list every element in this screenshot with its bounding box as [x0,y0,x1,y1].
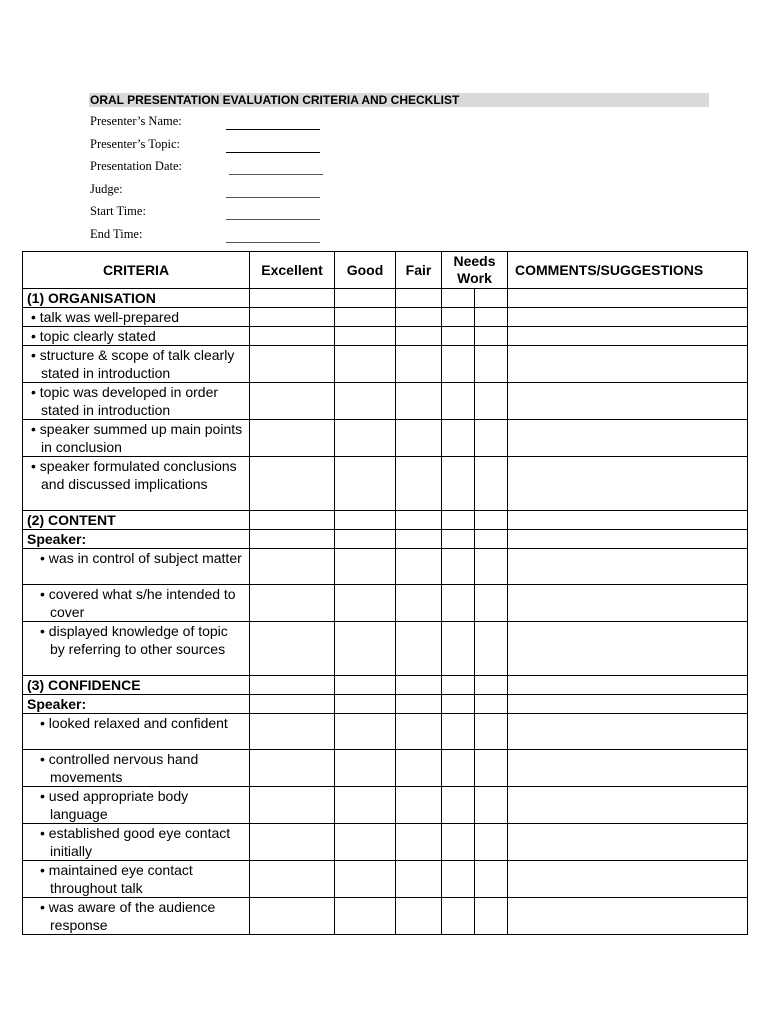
excellent-cell[interactable] [250,750,335,787]
needs-work-cell-b[interactable] [475,346,508,383]
judge-label: Judge: [90,181,123,196]
good-cell[interactable] [335,787,396,824]
table-row [23,585,748,622]
presenter-topic-blank[interactable] [226,152,320,153]
table-row [23,289,748,308]
excellent-cell[interactable] [250,289,335,308]
fair-cell[interactable] [396,695,442,714]
needs-work-cell-a[interactable] [442,289,475,308]
table-row [23,346,748,383]
criteria-header: CRITERIA [23,252,250,289]
comments-cell[interactable] [508,676,748,695]
comments-cell[interactable] [508,289,748,308]
criteria-text: • was aware of the audience response [40,899,216,933]
good-cell[interactable] [335,585,396,622]
needs-work-cell-b[interactable] [475,898,508,935]
good-cell[interactable] [335,530,396,549]
needs-work-cell-b[interactable] [475,750,508,787]
criteria-cell: (1) ORGANISATION [23,289,250,308]
criteria-cell [23,457,250,511]
end-time-label: End Time: [90,226,143,241]
fair-cell[interactable] [396,308,442,327]
excellent-cell[interactable] [250,898,335,935]
comments-cell[interactable] [508,787,748,824]
comments-cell[interactable] [508,346,748,383]
criteria-cell: (2) CONTENT [23,511,250,530]
criteria-cell [23,346,250,383]
comments-cell[interactable] [508,327,748,346]
excellent-cell[interactable] [250,383,335,420]
good-cell[interactable] [335,511,396,530]
needs-work-cell-b[interactable] [475,676,508,695]
needs-work-cell-a[interactable] [442,824,475,861]
comments-header: COMMENTS/SUGGESTIONS [508,252,748,289]
needs-work-cell-b[interactable] [475,289,508,308]
comments-cell[interactable] [508,383,748,420]
end-time-blank[interactable] [226,242,320,243]
fair-cell[interactable] [396,750,442,787]
table-row [23,824,748,861]
needs-work-cell-a[interactable] [442,676,475,695]
comments-cell[interactable] [508,824,748,861]
needs-work-cell-b[interactable] [475,549,508,585]
fair-cell[interactable] [396,327,442,346]
criteria-cell [23,420,250,457]
table-row [23,457,748,511]
needs-work-cell-b[interactable] [475,457,508,511]
fair-cell[interactable] [396,861,442,898]
fair-cell[interactable] [396,346,442,383]
needs-work-cell-a[interactable] [442,622,475,676]
comments-cell[interactable] [508,695,748,714]
excellent-cell[interactable] [250,787,335,824]
fair-cell[interactable] [396,622,442,676]
needs-work-cell-b[interactable] [475,308,508,327]
needs-work-cell-b[interactable] [475,585,508,622]
needs-work-cell-b[interactable] [475,530,508,549]
excellent-cell[interactable] [250,824,335,861]
needs-work-cell-b[interactable] [475,824,508,861]
needs-work-header-line2: Work [457,270,492,286]
fair-header: Fair [396,252,442,289]
excellent-cell[interactable] [250,511,335,530]
needs-work-cell-a[interactable] [442,898,475,935]
needs-work-cell-a[interactable] [442,327,475,346]
comments-cell[interactable] [508,750,748,787]
start-time-blank[interactable] [226,219,320,220]
criteria-table [22,251,748,935]
good-cell[interactable] [335,676,396,695]
start-time-label: Start Time: [90,204,146,219]
fair-cell[interactable] [396,530,442,549]
good-cell[interactable] [335,898,396,935]
needs-work-cell-a[interactable] [442,308,475,327]
fair-cell[interactable] [396,289,442,308]
criteria-rows [23,289,748,935]
table-row [23,549,748,585]
criteria-text: • topic clearly stated [31,328,156,344]
needs-work-cell-a[interactable] [442,346,475,383]
comments-cell[interactable] [508,308,748,327]
criteria-text: • speaker formulated conclusions and discussed implications [31,458,237,492]
fair-cell[interactable] [396,511,442,530]
needs-work-cell-a[interactable] [442,420,475,457]
criteria-text: • maintained eye contact throughout talk [40,862,193,896]
needs-work-cell-a[interactable] [442,511,475,530]
good-cell[interactable] [335,457,396,511]
excellent-cell[interactable] [250,549,335,585]
table-row [23,695,748,714]
fair-cell[interactable] [396,676,442,695]
good-cell[interactable] [335,346,396,383]
good-cell[interactable] [335,289,396,308]
excellent-cell[interactable] [250,714,335,750]
comments-cell[interactable] [508,511,748,530]
excellent-cell[interactable] [250,346,335,383]
needs-work-cell-b[interactable] [475,383,508,420]
criteria-text: • topic was developed in order stated in introduction [31,384,219,418]
needs-work-cell-a[interactable] [442,750,475,787]
criteria-cell [23,714,250,750]
needs-work-cell-b[interactable] [475,622,508,676]
criteria-text: • structure & scope of talk clearly stated in introduction [31,347,235,381]
good-cell[interactable] [335,695,396,714]
table-header-row [23,252,748,289]
fair-cell[interactable] [396,549,442,585]
criteria-cell [23,787,250,824]
needs-work-header-line1: Needs [453,253,496,269]
needs-work-cell-b[interactable] [475,327,508,346]
needs-work-cell-b[interactable] [475,511,508,530]
criteria-text: • covered what s/he intended to cover [40,586,236,620]
table-row [23,308,748,327]
presenter-name-label: Presenter’s Name: [90,114,182,128]
criteria-text: • established good eye contact initially [40,825,231,859]
excellent-header: Excellent [250,252,335,289]
comments-cell[interactable] [508,898,748,935]
fair-cell[interactable] [396,714,442,750]
needs-work-cell-a[interactable] [442,530,475,549]
criteria-text: • was in control of subject matter [40,550,242,566]
criteria-cell [23,308,250,327]
criteria-cell [23,327,250,346]
excellent-cell[interactable] [250,308,335,327]
excellent-cell[interactable] [250,585,335,622]
comments-cell[interactable] [508,861,748,898]
table-row [23,420,748,457]
needs-work-cell-a[interactable] [442,383,475,420]
criteria-cell [23,549,250,585]
table-row [23,622,748,676]
excellent-cell[interactable] [250,695,335,714]
presenter-topic-label: Presenter’s Topic: [90,136,180,151]
good-cell[interactable] [335,420,396,457]
comments-cell[interactable] [508,549,748,585]
table-row [23,511,748,530]
needs-work-cell-a[interactable] [442,549,475,585]
comments-cell[interactable] [508,530,748,549]
criteria-cell [23,585,250,622]
criteria-cell [23,383,250,420]
judge-blank[interactable] [226,197,320,198]
criteria-cell [23,861,250,898]
good-cell[interactable] [335,549,396,585]
criteria-text: • controlled nervous hand movements [40,751,199,785]
good-cell[interactable] [335,824,396,861]
needs-work-cell-a[interactable] [442,787,475,824]
table-row [23,383,748,420]
excellent-cell[interactable] [250,530,335,549]
criteria-text: • displayed knowledge of topic by referring to other sources [40,623,228,657]
good-cell[interactable] [335,714,396,750]
criteria-text: • looked relaxed and confident [40,715,228,731]
fair-cell[interactable] [396,787,442,824]
fair-cell[interactable] [396,420,442,457]
comments-cell[interactable] [508,714,748,750]
form-title: ORAL PRESENTATION EVALUATION CRITERIA AND CHECKLIST [89,93,709,107]
needs-work-cell-a[interactable] [442,585,475,622]
needs-work-cell-a[interactable] [442,714,475,750]
criteria-cell: (3) CONFIDENCE [23,676,250,695]
presentation-date-blank[interactable] [229,174,323,175]
table-row [23,898,748,935]
excellent-cell[interactable] [250,327,335,346]
needs-work-cell-a[interactable] [442,457,475,511]
good-header: Good [335,252,396,289]
criteria-cell [23,750,250,787]
excellent-cell[interactable] [250,676,335,695]
excellent-cell[interactable] [250,457,335,511]
criteria-text: • talk was well-prepared [31,309,180,325]
needs-work-header [442,252,508,289]
fair-cell[interactable] [396,457,442,511]
needs-work-cell-b[interactable] [475,861,508,898]
criteria-cell [23,898,250,935]
table-row [23,530,748,549]
presentation-date-label: Presentation Date: [90,159,182,174]
table-row [23,787,748,824]
table-row [23,750,748,787]
criteria-cell: Speaker: [23,530,250,549]
needs-work-cell-a[interactable] [442,695,475,714]
table-row [23,714,748,750]
needs-work-cell-b[interactable] [475,420,508,457]
excellent-cell[interactable] [250,420,335,457]
good-cell[interactable] [335,622,396,676]
table-row [23,676,748,695]
needs-work-cell-a[interactable] [442,861,475,898]
good-cell[interactable] [335,308,396,327]
comments-cell[interactable] [508,420,748,457]
needs-work-cell-b[interactable] [475,714,508,750]
criteria-cell: Speaker: [23,695,250,714]
comments-cell[interactable] [508,457,748,511]
criteria-text: • speaker summed up main points in conclusion [31,421,243,455]
table-row [23,327,748,346]
fair-cell[interactable] [396,824,442,861]
criteria-cell [23,824,250,861]
excellent-cell[interactable] [250,622,335,676]
fair-cell[interactable] [396,383,442,420]
presenter-name-blank[interactable] [226,129,320,130]
fair-cell[interactable] [396,585,442,622]
needs-work-cell-b[interactable] [475,695,508,714]
good-cell[interactable] [335,861,396,898]
table-row [23,861,748,898]
good-cell[interactable] [335,383,396,420]
criteria-cell [23,622,250,676]
good-cell[interactable] [335,327,396,346]
needs-work-cell-b[interactable] [475,787,508,824]
comments-cell[interactable] [508,585,748,622]
excellent-cell[interactable] [250,861,335,898]
good-cell[interactable] [335,750,396,787]
criteria-text: • used appropriate body language [40,788,189,822]
comments-cell[interactable] [508,622,748,676]
fair-cell[interactable] [396,898,442,935]
